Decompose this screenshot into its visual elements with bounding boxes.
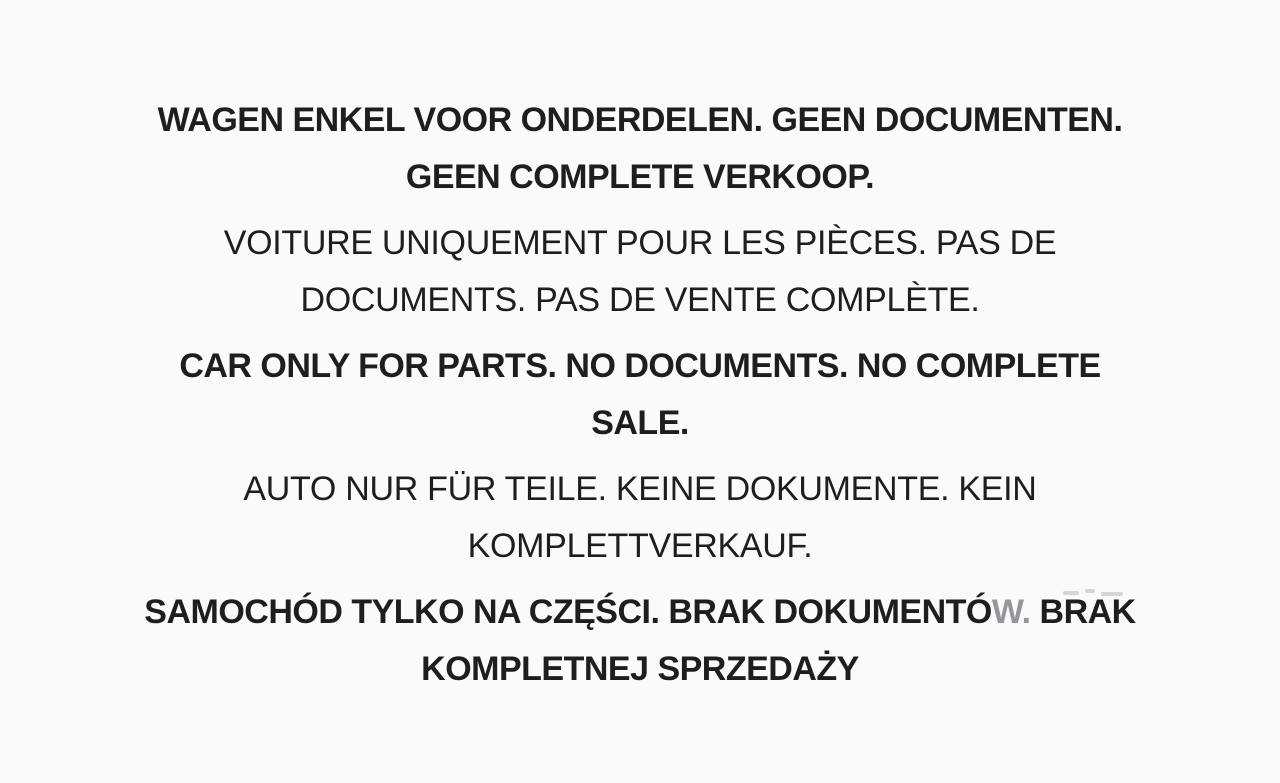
notice-line-french-2: DOCUMENTS. PAS DE VENTE COMPLÈTE. bbox=[300, 281, 980, 319]
notice-line-english-1: CAR ONLY FOR PARTS. NO DOCUMENTS. NO COMPLETE bbox=[179, 347, 1101, 385]
notice-line-dutch-2: GEEN COMPLETE VERKOOP. bbox=[405, 158, 875, 196]
notice-line-dutch-1: WAGEN ENKEL VOOR ONDERDELEN. GEEN DOCUMENTEN. bbox=[157, 101, 1123, 139]
notice-paragraph-french bbox=[0, 215, 1280, 329]
notice-paragraph-german bbox=[0, 461, 1280, 575]
notice-paragraph-english bbox=[0, 338, 1280, 452]
watermark-remnant-marks bbox=[1063, 587, 1153, 599]
notice-text-segment: SAMOCHÓD TYLKO NA CZĘŚCI. BRAK DOKUMENTÓ bbox=[144, 593, 992, 631]
notice-line-english-2: SALE. bbox=[591, 404, 689, 442]
notice-paragraph-dutch bbox=[0, 92, 1280, 206]
notice-text-segment: BRAK bbox=[1030, 593, 1136, 631]
notice-line-polish-2: KOMPLETNEJ SPRZEDAŻY bbox=[421, 650, 859, 688]
notice-paragraph-polish bbox=[0, 584, 1280, 698]
notice-line-french-1: VOITURE UNIQUEMENT POUR LES PIÈCES. PAS DE bbox=[223, 224, 1057, 262]
watermark-overlapped-text: W. bbox=[991, 593, 1031, 631]
notice-line-german-1: AUTO NUR FÜR TEILE. KEINE DOKUMENTE. KEIN bbox=[243, 470, 1037, 508]
notice-line-german-2: KOMPLETTVERKAUF. bbox=[467, 527, 813, 565]
